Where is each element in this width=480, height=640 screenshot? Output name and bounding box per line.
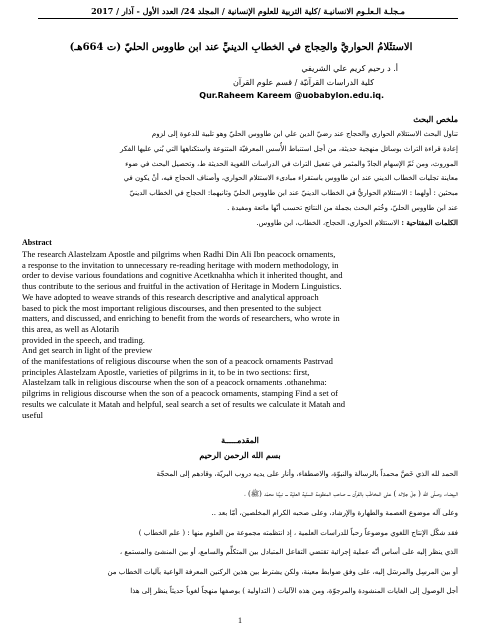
english-abstract-line: this area, as well as Alotarih <box>22 323 119 334</box>
english-abstract-line: Alastelzam talk in religious discourse when the son of a peacock ornaments .othanehma: <box>22 377 327 388</box>
author-name: أ. د رحيم كريم علي الشريفي <box>301 64 398 73</box>
english-abstract-line: useful <box>22 409 44 420</box>
paper-title: الاستئْلامُ الحواريُّ والحِجاج في الخطابِ الدينيِّ عند ابن طاووس الحليّ (ت 664هـ) <box>69 42 413 53</box>
english-abstract-line: thus contribute to the serious and fruitful in the activation of Heritage in Modern Linguistics. <box>22 281 342 292</box>
introduction-line: أجل الوصول إلى الغايات المنشودة والمرجوّة، ومن هذه الآليات ( التداولية ) بوصفها منهجاً لغوياً حديثاً ينظر إلى هذا <box>130 587 458 595</box>
english-abstract <box>22 249 462 420</box>
running-header: مـجلـة الـعلـوم الانسانيـة /كلية التربية للعلوم الإنسانية / المجلد 24/ العدد الأول - آذار / 2017 <box>38 6 458 19</box>
english-abstract-line: And get search in light of the preview <box>22 345 153 356</box>
page-number: 1 <box>238 616 242 625</box>
keywords-line <box>26 216 458 231</box>
keywords-label: الكلمات المفتاحية : <box>401 217 458 227</box>
basmala: بسم الله الرحمن الرحيم <box>199 450 281 460</box>
arabic-abstract-line: تناول البحث الاستئلام الحواري والحجاج عند رضيّ الدين علي ابن طاووس الحليّ وهو تلبية للدعوة إلى لزوم <box>151 130 458 138</box>
introduction-line: الذي ينظر إليه على أساس أنّه عملية إجرائية تقتضي التفاعل المتبادل بين المتكلِّم والسامع، أو بين المنشئ والمستمع ، <box>119 548 458 556</box>
introduction-line: الحمد لله الذي خَصَّ محمداً بالرسالة والنبوّة، والاصطفاء، وأنار على يديه دروب البريّة، وقادهم إلى المحجّة <box>156 470 458 478</box>
english-abstract-line: of the manifestations of religious discourse when the son of a peacock ornaments Pastrvad <box>22 356 333 367</box>
english-abstract-line: provided in the speech, and trading. <box>22 334 145 345</box>
arabic-abstract-line: معاينة تجليات الخطاب الديني عند ابن طاووس باستقراء مبادىء الاستئلام الحواري، وأصناف الحجاج فيه، أنْ يكون في <box>123 174 458 183</box>
introduction-heading: المقدمـــــة <box>221 435 259 445</box>
english-abstract-line: a response to the invitation to unnecessary re-reading heritage with modern methodology, in <box>22 259 339 270</box>
keywords: الاستئلام الحواري، الحجاج، الخطاب، ابن طاووس. <box>256 218 400 227</box>
arabic-abstract-line: إعادة قراءة التراث بوسائل منهجية حديثة، من أجل استنباط الأُسس المعرفيّة المتنوعة واستكناهها التي بُني عليها الفكر <box>120 144 458 153</box>
english-abstract-line: results we calculate it Matah and helpful, seal search a set of results we calculate it Matah and <box>22 398 346 409</box>
author-affiliation: كلية الدراسات القرآنيّة / قسم علوم القرآن <box>232 78 374 87</box>
english-abstract-line: pilgrims in religious discourse when the son of a peacock ornaments, stamping Find a set of <box>22 388 338 399</box>
arabic-abstract-line: الموروث، ومن ثَمّ الإسهام الجادّ والمثمر في تفعيل التراث في الدراسات اللغوية الحديثة ط، وتحصيل البحث في ضوء <box>125 159 458 168</box>
introduction-body <box>26 465 458 602</box>
arabic-abstract-line: مبحثين : أولهما : الاستئلام الحواريُّ في الخطاب الدينيّ عند ابن طاووس الحليّ وثانيهما: الحجاج في الخطاب الدينيّ <box>129 189 458 198</box>
english-abstract-heading: Abstract <box>22 238 52 247</box>
introduction-line: فقد شكّل الإنتاج اللغوي موضوعاً رحباً للدراسات العلمية ، إذ انتظمته مجموعة من العلوم منها : ( علم الخطاب ) <box>138 528 458 537</box>
author-email[interactable]: Qur.Raheem Kareem @uobabylon.edu.iq. <box>199 91 384 100</box>
english-abstract-line: matters, and discussed, and enriching to benefit from the words of researchers, who wrote in <box>22 313 340 324</box>
introduction-line: أو بين المرسِل والمرسَل إليه، على وفق ضوابط معينة، ولكن يشترط بين هذين الركنين المعرفة الواعية بآليات الخطاب من <box>107 567 458 576</box>
introduction-line: وعلى آله موضوع العصمة والطهارة والإرشاد، وعلى صحبه الكرام المخلصين، أمّا بعد .. <box>211 509 458 517</box>
arabic-abstract-line: عند ابن طاووس الحليّ، وخُتم البحث بجملة من النتائج تحسب أنّها ماتعة ومفيدة . <box>227 203 458 212</box>
english-abstract-line: order to devise various foundations and cognitive Acetknahha which it inherited thought, and <box>22 270 343 281</box>
english-abstract-line: based to pick the most important religious discourses, and then presented to the subject <box>22 302 322 313</box>
english-abstract-line: principles Alastelzam Apostle, varieties of pilgrims in it, to be in two sections: first, <box>22 366 310 377</box>
introduction-line: البيضاء، وصلّى الله ( جلّ جلاله ) على المخاطَب بالقرآن ـــ صاحب المنظومة السنّية العليّة ـــ نبيِّنا محمّد (ﷺ) ، <box>244 489 458 498</box>
arabic-abstract-heading: ملخص البحث <box>413 114 458 124</box>
arabic-abstract <box>26 127 458 231</box>
english-abstract-line: We have adopted to weave strands of this research descriptive and analytical approach <box>22 291 319 302</box>
english-abstract-line: The research Alastelzam Apostle and pilgrims when Radhi Din Ali Ibn peacock ornaments, <box>22 249 336 259</box>
